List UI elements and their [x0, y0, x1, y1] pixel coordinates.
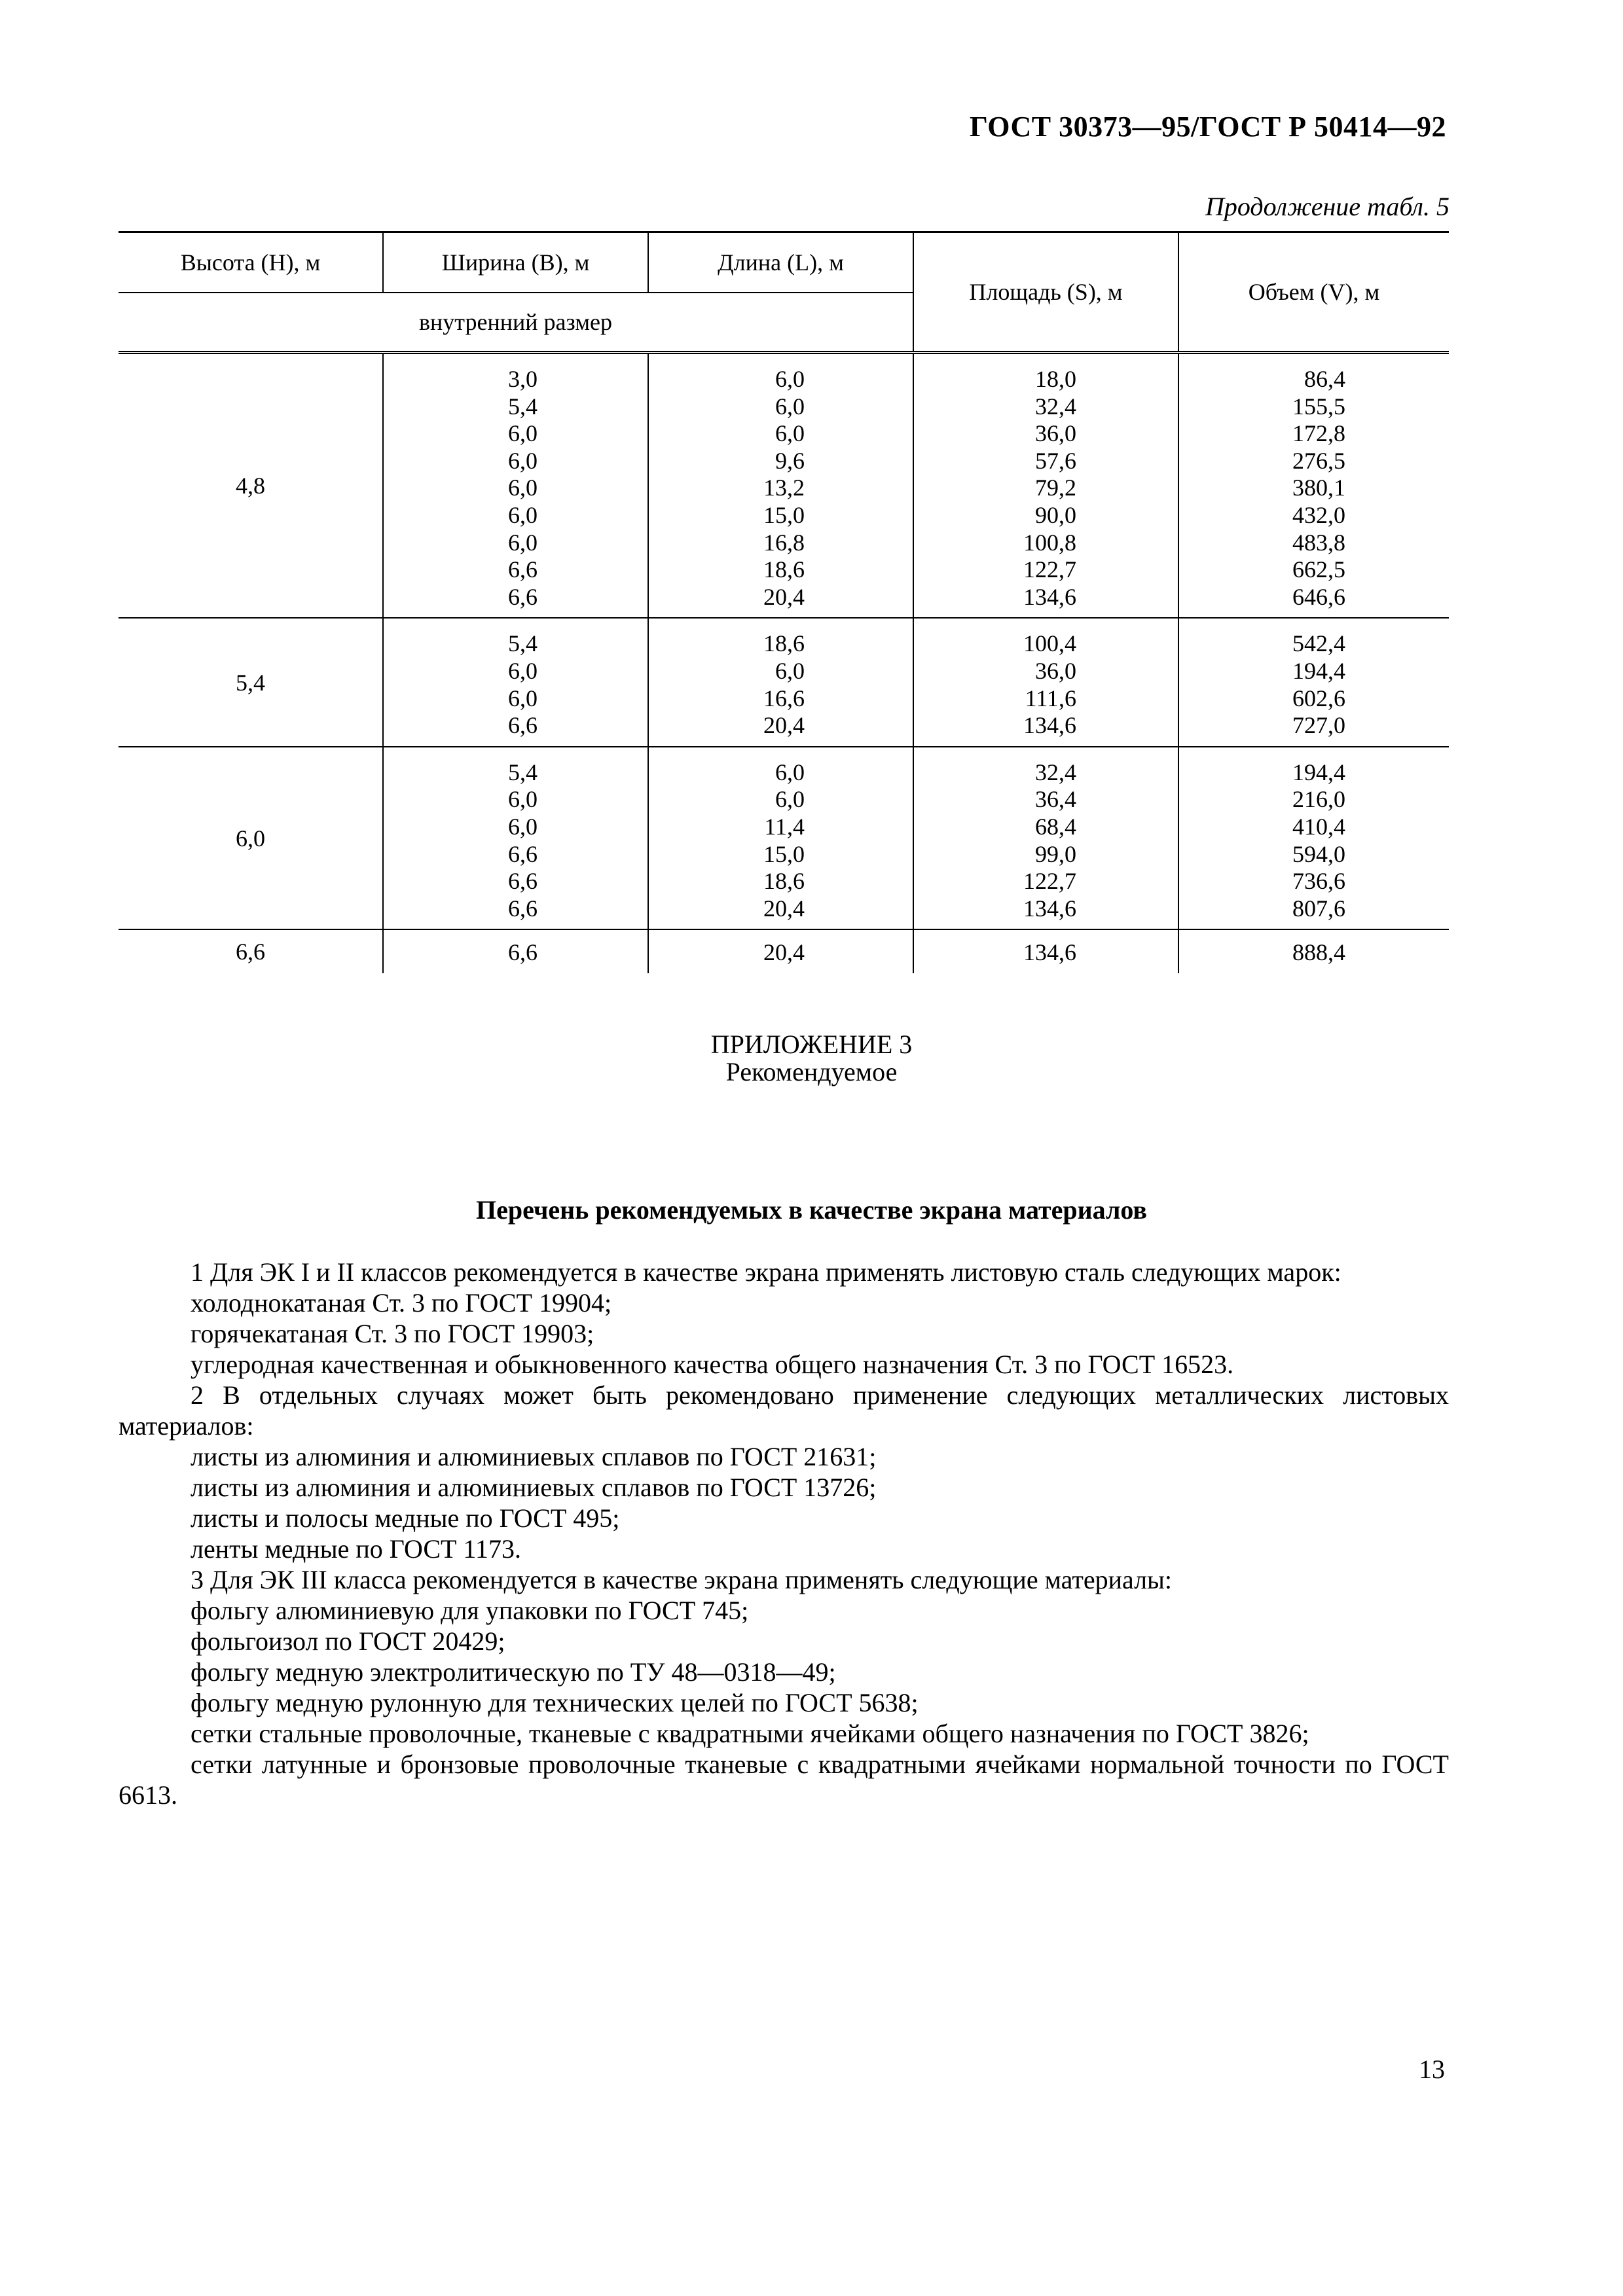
table-cell-value: 100,4 [1023, 630, 1076, 657]
table-cell-value: 15,0 [763, 840, 805, 867]
table-cell-value: 6,0 [508, 813, 538, 840]
table-cell-value: 134,6 [1023, 712, 1076, 739]
table-cell-value: 194,4 [1292, 657, 1345, 684]
table-cell-value: 888,4 [1292, 939, 1345, 966]
table-cell-value: 6,6 [508, 840, 538, 867]
dimensions-table [119, 231, 1449, 973]
table-cell-value: 216,0 [1292, 786, 1345, 813]
column-header-area: Площадь (S), м [913, 232, 1178, 353]
table-cell-value: 727,0 [1292, 712, 1345, 739]
table-continuation-label: Продолжение табл. 5 [1205, 192, 1450, 221]
column-cell [1178, 353, 1449, 619]
table-cell-value: 6,0 [775, 420, 805, 447]
table-cell-value: 20,4 [763, 583, 805, 610]
column-header-width: Ширина (В), м [383, 232, 648, 293]
paragraph: горячекатаная Ст. 3 по ГОСТ 19903; [191, 1319, 594, 1348]
cell-height: 6,6 [119, 929, 383, 973]
column-header-volume: Объем (V), м [1178, 232, 1449, 353]
table-cell-value: 6,0 [775, 786, 805, 813]
table-cell-value: 194,4 [1292, 759, 1345, 785]
table-cell-value: 380,1 [1292, 475, 1345, 501]
table-cell-value: 736,6 [1292, 868, 1345, 895]
table-cell-value: 594,0 [1292, 840, 1345, 867]
column-cell [383, 618, 648, 746]
cell-height: 6,0 [119, 747, 383, 930]
cell-height: 5,4 [119, 618, 383, 746]
table-cell-value: 18,6 [763, 556, 805, 583]
table-cell-value: 6,6 [508, 895, 538, 922]
table-cell-value: 6,0 [508, 420, 538, 447]
table-cell-value: 3,0 [508, 366, 538, 392]
column-cell [1178, 929, 1449, 973]
table-cell-value: 20,4 [763, 895, 805, 922]
column-cell [913, 747, 1178, 930]
table-cell-value: 602,6 [1292, 685, 1345, 711]
column-cell [913, 353, 1178, 619]
paragraph: 3 Для ЭК III класса рекомендуется в качестве экрана применять следующие материалы: [191, 1565, 1173, 1594]
table-cell-value: 18,6 [763, 630, 805, 657]
paragraph: фольгу алюминиевую для упаковки по ГОСТ 745; [191, 1596, 749, 1625]
appendix-heading [0, 1031, 1623, 1086]
paragraph: углеродная качественная и обыкновенного качества общего назначения Ст. 3 по ГОСТ 16523. [191, 1350, 1234, 1379]
table-cell-value: 79,2 [1035, 475, 1076, 501]
appendix-body [119, 1257, 1449, 1810]
table-row-group [119, 747, 1449, 930]
column-cell [383, 929, 648, 973]
column-cell [648, 929, 913, 973]
table-cell-value: 20,4 [763, 712, 805, 739]
table-cell-value: 6,6 [508, 712, 538, 739]
table-cell-value: 6,0 [508, 786, 538, 813]
table-cell-value: 155,5 [1292, 393, 1345, 420]
column-cell [648, 353, 913, 619]
appendix-title: Перечень рекомендуемых в качестве экрана материалов [475, 1195, 1148, 1225]
paragraph: сетки стальные проволочные, тканевые с квадратными ячейками общего назначения по ГОСТ 3826; [191, 1719, 1309, 1748]
table-cell-value: 134,6 [1023, 583, 1076, 610]
table-row-group [119, 929, 1449, 973]
table-cell-value: 134,6 [1023, 895, 1076, 922]
table-cell-value: 6,0 [508, 501, 538, 528]
table-cell-value: 36,0 [1035, 657, 1076, 684]
table-cell-value: 6,0 [775, 759, 805, 785]
table-cell-value: 16,6 [763, 685, 805, 711]
table-cell-value: 483,8 [1292, 529, 1345, 556]
table-cell-value: 807,6 [1292, 895, 1345, 922]
paragraph: листы из алюминия и алюминиевых сплавов по ГОСТ 21631; [191, 1442, 877, 1471]
table-cell-value: 36,4 [1035, 786, 1076, 813]
table-cell-value: 122,7 [1023, 556, 1076, 583]
table-cell-value: 134,6 [1023, 939, 1076, 966]
table-cell-value: 57,6 [1035, 447, 1076, 474]
paragraph: листы из алюминия и алюминиевых сплавов по ГОСТ 13726; [191, 1473, 877, 1502]
paragraph: холоднокатаная Ст. 3 по ГОСТ 19904; [191, 1288, 612, 1318]
table-row-group [119, 618, 1449, 746]
table-row-group [119, 353, 1449, 619]
paragraph: фольгоизол по ГОСТ 20429; [191, 1626, 505, 1656]
table-cell-value: 662,5 [1292, 556, 1345, 583]
table-cell-value: 18,6 [763, 868, 805, 895]
appendix-label: ПРИЛОЖЕНИЕ 3 [710, 1030, 913, 1059]
table-cell-value: 68,4 [1035, 813, 1076, 840]
paragraph: 1 Для ЭК I и II классов рекомендуется в качестве экрана применять листовую сталь следующих марок: [191, 1257, 1341, 1287]
table-cell-value: 86,4 [1304, 366, 1345, 392]
table-cell-value: 276,5 [1292, 447, 1345, 474]
table-cell-value: 5,4 [508, 630, 538, 657]
table-cell-value: 6,0 [775, 657, 805, 684]
column-cell [648, 747, 913, 930]
table-cell-value: 5,4 [508, 759, 538, 785]
table-cell-value: 172,8 [1292, 420, 1345, 447]
table-cell-value: 122,7 [1023, 868, 1076, 895]
table-cell-value: 6,0 [775, 393, 805, 420]
table-cell-value: 32,4 [1035, 393, 1076, 420]
paragraph: сетки латунные и бронзовые проволочные тканевые с квадратными ячейками нормальной точности по ГОСТ 6613. [119, 1749, 1449, 1810]
column-header-length: Длина (L), м [648, 232, 913, 293]
column-cell [1178, 747, 1449, 930]
table-cell-value: 20,4 [763, 939, 805, 966]
table-cell-value: 13,2 [763, 475, 805, 501]
table-cell-value: 6,6 [508, 583, 538, 610]
table-cell-value: 432,0 [1292, 501, 1345, 528]
table-cell-value: 6,6 [508, 556, 538, 583]
table-cell-value: 6,0 [508, 447, 538, 474]
table-cell-value: 542,4 [1292, 630, 1345, 657]
appendix-status: Рекомендуемое [725, 1057, 898, 1086]
paragraph: фольгу медную рулонную для технических целей по ГОСТ 5638; [191, 1688, 919, 1717]
paragraph: ленты медные по ГОСТ 1173. [191, 1534, 521, 1564]
document-header: ГОСТ 30373—95/ГОСТ Р 50414—92 [969, 111, 1446, 143]
table-cell-value: 99,0 [1035, 840, 1076, 867]
table-cell-value: 111,6 [1025, 685, 1076, 711]
table-cell-value: 410,4 [1292, 813, 1345, 840]
table-cell-value: 6,0 [508, 529, 538, 556]
paragraph: фольгу медную электролитическую по ТУ 48—0318—49; [191, 1657, 836, 1687]
table-cell-value: 9,6 [775, 447, 805, 474]
table-cell-value: 36,0 [1035, 420, 1076, 447]
table-cell-value: 6,0 [775, 366, 805, 392]
subheader-inner-size: внутренний размер [119, 293, 913, 353]
paragraph: 2 В отдельных случаях может быть рекомендовано применение следующих металлических листовых материалов: [119, 1380, 1449, 1441]
table-cell-value: 6,6 [508, 868, 538, 895]
column-cell [383, 353, 648, 619]
table-cell-value: 16,8 [763, 529, 805, 556]
column-cell [913, 618, 1178, 746]
column-header-height: Высота (Н), м [119, 232, 383, 293]
page-number: 13 [1419, 2054, 1445, 2084]
table-cell-value: 5,4 [508, 393, 538, 420]
table-cell-value: 15,0 [763, 501, 805, 528]
column-cell [1178, 618, 1449, 746]
table-cell-value: 90,0 [1035, 501, 1076, 528]
table-cell-value: 11,4 [764, 813, 805, 840]
column-cell [648, 618, 913, 746]
table-cell-value: 100,8 [1023, 529, 1076, 556]
table-cell-value: 6,6 [508, 939, 538, 966]
paragraph: листы и полосы медные по ГОСТ 495; [191, 1503, 620, 1533]
table-cell-value: 6,0 [508, 685, 538, 711]
table-cell-value: 32,4 [1035, 759, 1076, 785]
table-cell-value: 6,0 [508, 475, 538, 501]
table-cell-value: 646,6 [1292, 583, 1345, 610]
column-cell [383, 747, 648, 930]
table-cell-value: 18,0 [1035, 366, 1076, 392]
column-cell [913, 929, 1178, 973]
table-cell-value: 6,0 [508, 657, 538, 684]
cell-height: 4,8 [236, 473, 265, 499]
